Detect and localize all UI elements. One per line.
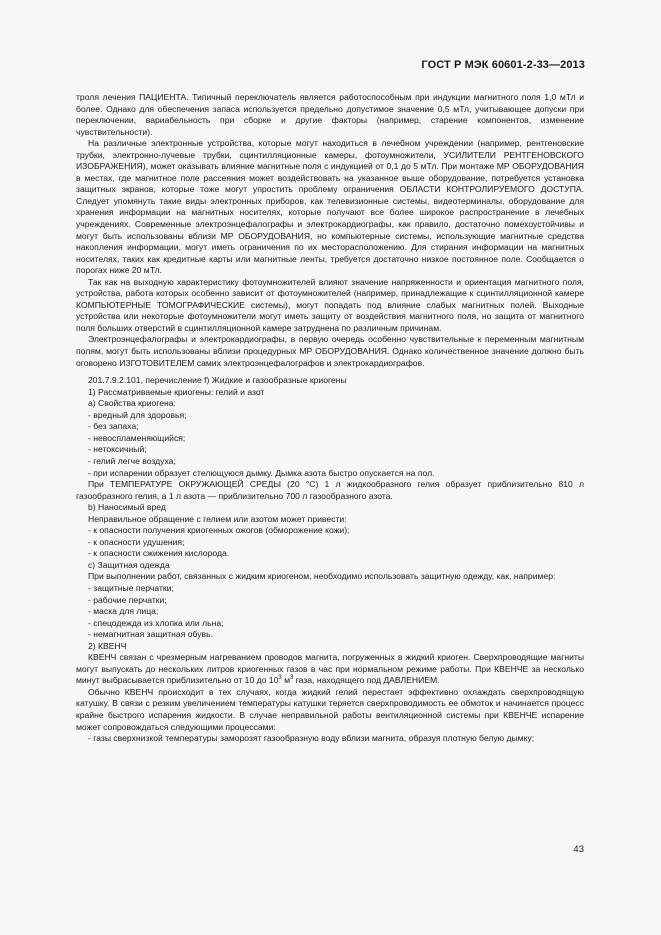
paragraph: Неправильное обращение с гелием или азотом может привести:: [88, 513, 347, 524]
page-number: 43: [573, 844, 584, 855]
list-item: - невоспламеняющийся;: [88, 432, 186, 443]
list-item: - к опасности получения криогенных ожогов (обморожение кожи);: [88, 525, 350, 536]
paragraph: Электроэнцефалографы и электрокардиографы, в первую очередь особенно чувствительные к переменным магнитным полям, могут быть использованы вблизи процедурных МР ОБОРУДОВАНИЯ. Однако количественное значение должно быть оговорено ИЗГОТОВИТЕЛЕМ самих электроэнцефалографов и электрокардиографов.: [76, 334, 584, 368]
list-item: - гелий легче воздуха;: [88, 455, 176, 466]
list-item: - к опасности сжижения кислорода.: [88, 548, 230, 559]
list-item: - маска для лица;: [88, 606, 159, 617]
list-heading: 2) КВЕНЧ: [88, 640, 127, 651]
list-item: - газы сверхнизкой температуры заморозят газообразную воду вблизи магнита, образуя плотную белую дымку;: [88, 733, 535, 744]
quench-text-end: газа, находящего под ДАВЛЕНИЕМ.: [293, 675, 440, 686]
list-heading: b) Наносимый вред: [88, 502, 166, 513]
paragraph: Обычно КВЕНЧ происходит в тех случаях, когда жидкий гелий перестает эффективно охлаждать сверхпроводящую катушку. В связи с резким увеличением температуры катушки теряется сверхпроводимость ее обмоток и начинается процесс крайне быстрого испарения жидкости. В случае неправильной работы вентиляционной системы при КВЕНЧЕ испарение может сопровождаться следующими процессами:: [76, 686, 584, 732]
list-item: - к опасности удушения;: [88, 536, 185, 547]
paragraph: При выполнении работ, связанных с жидким криогеном, необходимо использовать защитную одежду, как, например:: [88, 571, 556, 582]
list-item: - нетоксичный;: [88, 444, 147, 455]
paragraph: На различные электронные устройства, которые могут находиться в лечебном учреждении (например, рентгеновские трубки, электронно-лучевые трубки, сцинтилляционные камеры, фотоумножители, УСИЛИТЕЛИ РЕНТГЕНОВСКОГО ИЗОБРАЖЕНИЯ), может оказывать влияние магнитные поля с индукцией от 0,1 до 5 мТл. При монтаже МР ОБОРУДОВАНИЯ в местах, где магнитное поле рассеяния может воздействовать на указанное выше оборудование, потребуется установка защитных экранов, которые тоже могут упростить проблему ограничения ОБЛАСТИ КОНТРОЛИРУЕМОГО ДОСТУПА. Следует упомянуть такие виды электронных приборов, как телевизионные системы, видеотерминалы, оборудование для хранения информации на магнитных носителях, которые получают все более широкое распространение в лечебных учреждениях. Современные электроэнцефалографы и электрокардиографы, как правило, достаточно помехоустойчивы и могут быть использованы вблизи МР ОБОРУДОВАНИЯ, но компьютерные системы, использующие магнитные средства накопления информации, могут иметь ограничения по их месторасположению. Для стирания информации на магнитных носителях, таких как кредитные карты или магнитные ленты, требуется достаточно низкое постоянное поле. Сообщается о порогах ниже 20 мТл.: [76, 138, 584, 276]
paragraph: Так как на выходную характеристику фотоумножителей влияют значение напряженности и ориентация магнитного поля, устройства, работа которых особенно зависит от фотоумножителей (например, принадлежащие к сцинтилляционной камере КОМПЬЮТЕРНЫЕ ТОМОГРАФИЧЕСКИЕ системы), могут попадать под влияние слабых магнитных полей. Выходные устройства или некоторые фотоумножители могут иметь защиту от воздействия магнитного поля, но защита от магнитного поля больших отверстий в сцинтилляционной камере затруднена по различным причинам.: [76, 276, 584, 333]
document-header: ГОСТ Р МЭК 60601-2-33—2013: [421, 59, 585, 71]
list-item: - защитные перчатки;: [88, 582, 174, 593]
list-item: - немагнитная защитная обувь.: [88, 629, 213, 640]
list-heading: a) Свойства криогена:: [88, 398, 176, 409]
list-item: - рабочие перчатки;: [88, 594, 167, 605]
list-heading: c) Защитная одежда: [88, 559, 170, 570]
unit-exponent: 3: [290, 675, 294, 682]
list-item: - при испарении образует стелющуюся дымку. Дымка азота быстро опускается на пол.: [88, 467, 435, 478]
paragraph: При ТЕМПЕРАТУРЕ ОКРУЖАЮЩЕЙ СРЕДЫ (20 °С) 1 л жидкообразного гелия образует приблизительно 810 л газообразного гелия, а 1 л азота — приблизительно 700 л газообразного азота.: [76, 479, 584, 501]
list-heading: 1) Рассматриваемые криогены: гелий и азот: [88, 386, 265, 397]
document-body: [76, 92, 584, 745]
paragraph: [76, 652, 584, 687]
list-item: - спецодежда из хлопка или льна;: [88, 617, 224, 628]
exponent: 3: [278, 675, 282, 682]
list-item: - без запаха;: [88, 421, 139, 432]
section-heading: 201.7.9.2.101, перечисление f) Жидкие и газообразные криогены: [88, 375, 347, 386]
list-item: - вредный для здоровья;: [88, 409, 187, 420]
unit: м: [281, 675, 290, 686]
quench-text: КВЕНЧ связан с чрезмерным нагреванием проводов магнита, погруженных в жидкий криоген. Сверхпроводящие магниты могут выпускать до нескольких литров криогенных газов в час при нормальном режиме работы. При КВЕНЧЕ за несколько минут выбрасывается приблизительно от 10 до 10: [76, 652, 584, 686]
paragraph: троля лечения ПАЦИЕНТА. Типичный переключатель является работоспособным при индукции магнитного поля 1,0 мТл и более. Однако для обеспечения запаса используется предельно допустимое значение 0,5 мТл, учитывающее допуски при переключении, вариабельность при сборке и другие факторы (например, старение компонентов, изменение чувствительности).: [76, 92, 584, 137]
